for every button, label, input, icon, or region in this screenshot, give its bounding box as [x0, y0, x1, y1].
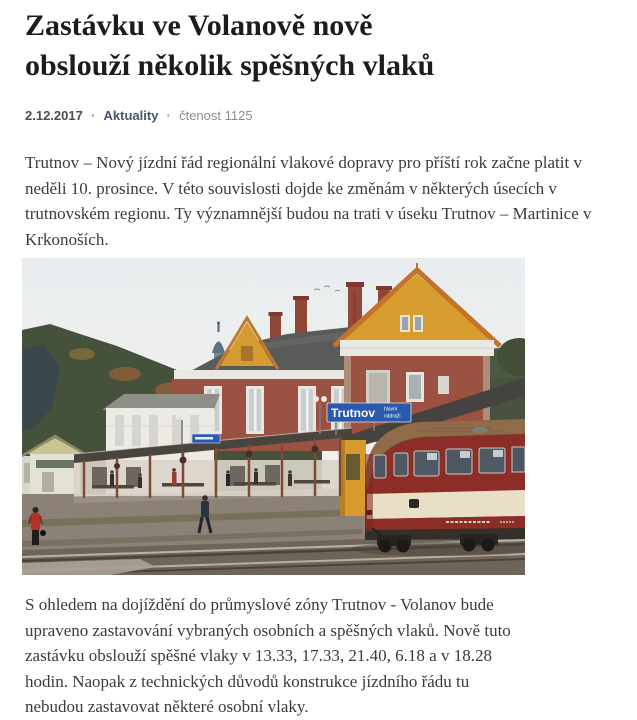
category-link[interactable]: Aktuality [103, 108, 159, 123]
station-sign-subtext-1: hlavní [384, 406, 398, 413]
article-meta [25, 108, 625, 123]
yellow-kiosk [340, 440, 366, 516]
article-paragraph-2: S ohledem na dojíždění do průmyslové zóny Trutnov - Volanov bude upraveno zastavování vybraných osobních a spěšných vlaků. Nově tuto zastávku obslouží spěšné vlaky v 13.33, 17.33, 21.40, 6.18 a v 18.28 hodin. Naopak z technických důvodů konstrukce jízdního řádu tu nebudou zastavovat některé osobní vlaky. [25, 595, 511, 716]
station-sign-text: Trutnov [331, 406, 375, 420]
station-sign-subtext-2: nádraží [384, 413, 401, 420]
meta-separator: · [166, 107, 172, 123]
article-paragraph-1: Trutnov – Nový jízdní řád regionální vlakové dopravy pro příští rok začne platit v neděli 10. prosince. V této souvislosti dojde ke změnám v některých úsecích v trutnovském regionu. Ty významnější budou na trati v úseku Trutnov – Martinice v Krkonoších. [25, 153, 592, 249]
article-photo [22, 258, 525, 575]
page-title [25, 6, 625, 86]
title-line-2: obslouží několik spěšných vlaků [25, 49, 435, 82]
title-line-1: Zastávku ve Volanově nově [25, 9, 373, 42]
read-count: čtenost 1125 [179, 108, 253, 123]
meta-separator: · [90, 107, 96, 123]
station-photo-illustration [22, 258, 525, 575]
publish-date: 2.12.2017 [25, 108, 83, 123]
